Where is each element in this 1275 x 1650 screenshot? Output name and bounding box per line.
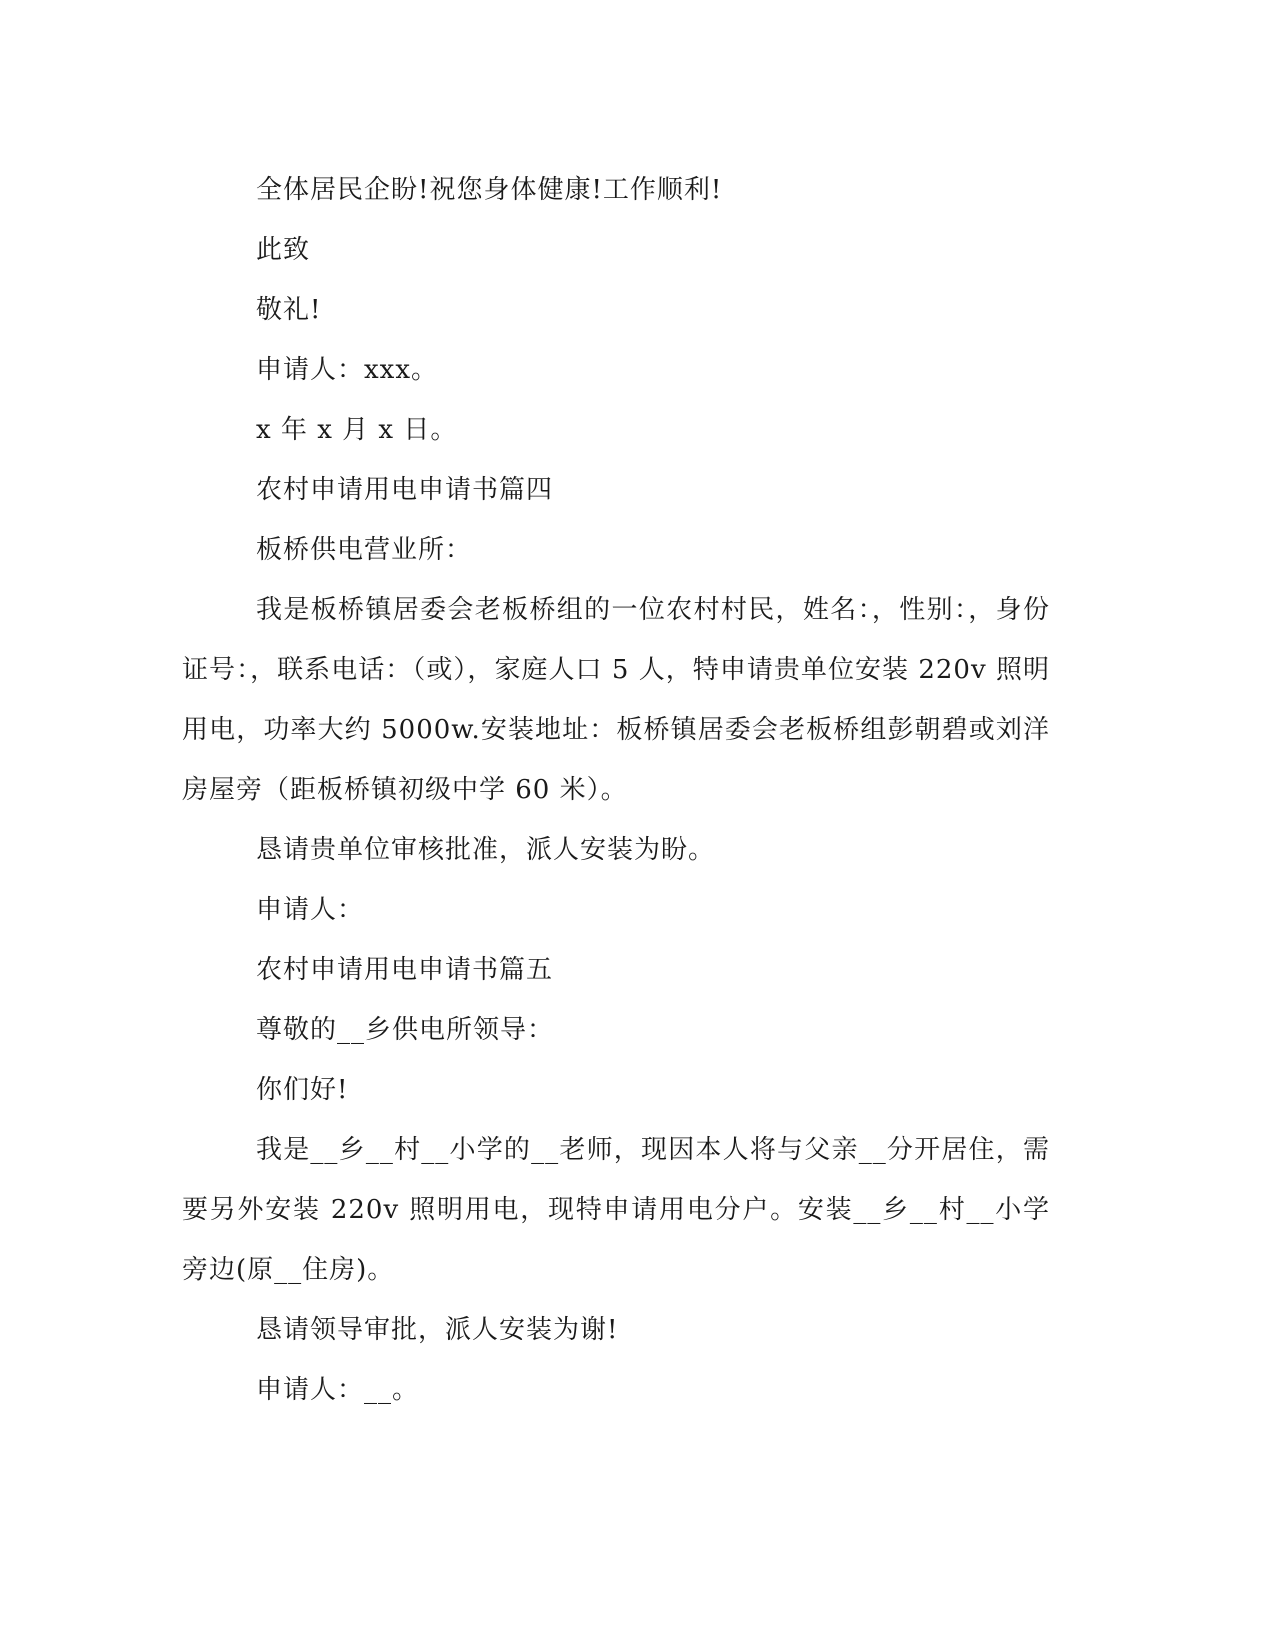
applicant-line: 申请人： xyxy=(256,895,365,925)
section-heading-five: 农村申请用电申请书篇五 xyxy=(256,955,554,985)
document-body xyxy=(182,160,1050,1420)
request-line: 恳请贵单位审核批准，派人安装为盼。 xyxy=(256,835,716,865)
section-heading-four: 农村申请用电申请书篇四 xyxy=(256,475,554,505)
date-line: x 年 x 月 x 日。 xyxy=(256,415,458,445)
applicant-line: 申请人：xxx。 xyxy=(256,355,438,385)
closing-wishes: 全体居民企盼!祝您身体健康!工作顺利! xyxy=(256,175,723,205)
addressee-line: 尊敬的__乡供电所领导： xyxy=(256,1015,555,1045)
greeting-line: 你们好! xyxy=(256,1075,349,1105)
body-paragraph: 我是板桥镇居委会老板桥组的一位农村村民，姓名：，性别：，身份证号：，联系电话：（或），家庭人口 5 人，特申请贵单位安装 220v 照明用电，功率大约 5000w.安装地址：板桥镇居委会老板桥组彭朝碧或刘洋房屋旁（距板桥镇初级中学 60 米）。 xyxy=(182,595,1050,805)
body-paragraph: 我是__乡__村__小学的__老师，现因本人将与父亲__分开居住，需要另外安装 220v 照明用电，现特申请用电分户。安装__乡__村__小学旁边(原__住房)。 xyxy=(182,1135,1050,1285)
request-line: 恳请领导审批，派人安装为谢! xyxy=(256,1315,619,1345)
salutation-cizhi: 此致 xyxy=(256,235,311,265)
addressee-line: 板桥供电营业所： xyxy=(256,535,473,565)
applicant-line: 申请人：__。 xyxy=(256,1375,420,1405)
salutation-jingli: 敬礼! xyxy=(256,295,322,325)
